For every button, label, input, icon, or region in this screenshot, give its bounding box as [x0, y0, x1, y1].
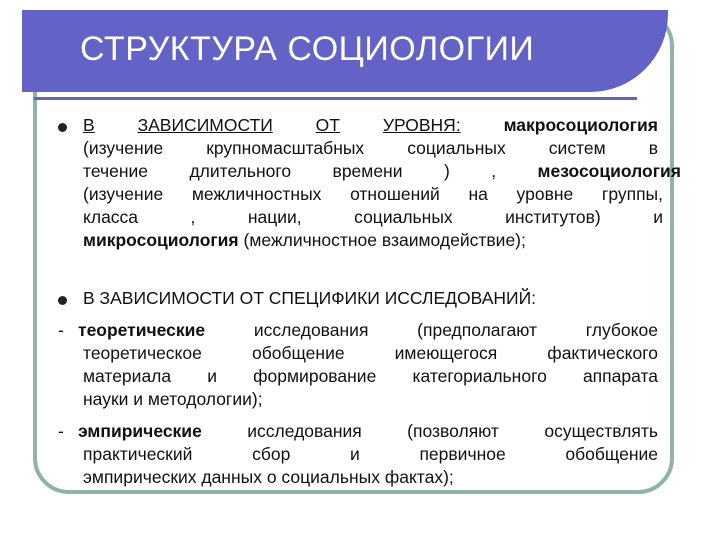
term-mesosociology: мезосоциология	[537, 161, 681, 181]
section2-heading: В ЗАВИСИМОСТИ ОТ СПЕЦИФИКИ ИССЛЕДОВАНИЙ:	[83, 288, 537, 308]
term-macrosociology: макросоциология	[503, 115, 658, 135]
term-empirical: эмпирические	[78, 421, 202, 441]
section1-heading-word: ЗАВИСИМОСТИ	[137, 115, 273, 135]
theoretical-line4: науки и методологии);	[83, 389, 263, 409]
section1-line4: (изучение межличностных отношений на уровне группы,	[83, 184, 663, 204]
empirical-line3: эмпирических данных о социальных фактах);	[83, 467, 454, 487]
section1-line3	[83, 160, 681, 183]
term-theoretical: теоретические	[78, 320, 206, 340]
term-microsociology: микросоциология	[83, 230, 239, 250]
dash-marker: -	[58, 421, 64, 441]
empirical-line1-rest: исследования (позволяют осуществлять	[247, 421, 658, 441]
section1-line6	[83, 229, 526, 252]
section1-line2: (изучение крупномасштабных социальных систем в	[83, 138, 658, 158]
section1-line3-text: течение длительного времени ) ,	[83, 161, 497, 181]
empirical-line1	[78, 420, 658, 443]
theoretical-line3: материала и формирование категориального аппарата	[83, 366, 658, 386]
section1-line5: класса , нации, социальных институтов) и	[83, 207, 663, 227]
bullet-icon	[58, 123, 67, 132]
dash-marker: -	[58, 320, 64, 340]
section1-heading-word: УРОВНЯ:	[382, 115, 461, 135]
section1-heading-word: В	[83, 115, 95, 135]
theoretical-line1-rest: исследования (предполагают глубокое	[253, 320, 658, 340]
bullet-icon	[58, 296, 67, 305]
title-divider	[34, 97, 637, 100]
theoretical-line1	[78, 319, 658, 342]
slide-title: СТРУКТУРА СОЦИОЛОГИИ	[80, 30, 535, 68]
section1-line1	[83, 114, 658, 137]
section1-heading-word: ОТ	[315, 115, 340, 135]
empirical-line2: практический сбор и первичное обобщение	[83, 444, 658, 464]
theoretical-line2: теоретическое обобщение имеющегося фактического	[83, 343, 658, 363]
section1-line6-rest: (межличностное взаимодействие);	[243, 230, 526, 250]
